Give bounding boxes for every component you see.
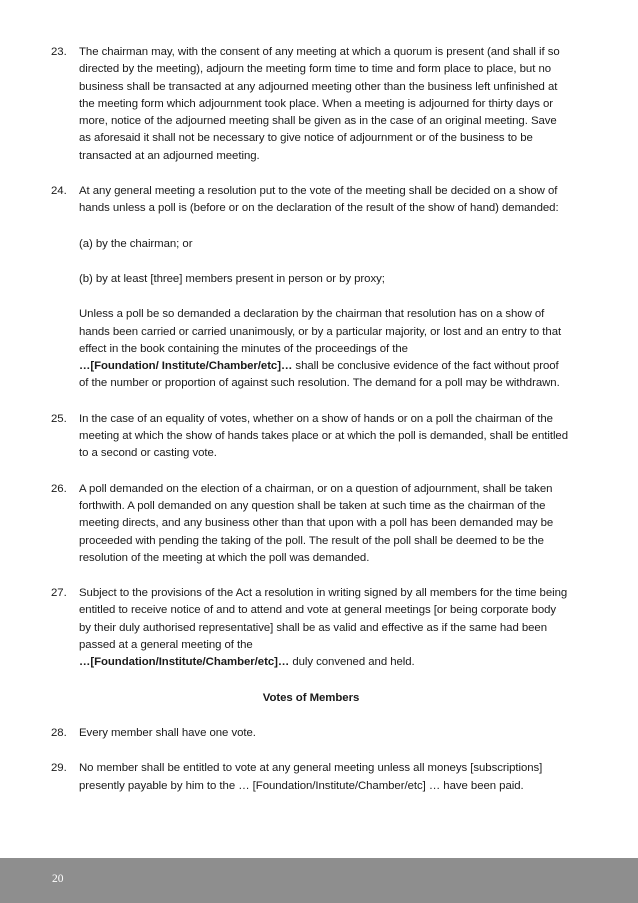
entity-placeholder: …[Foundation/Institute/Chamber/etc]… bbox=[79, 656, 290, 669]
clause-25 bbox=[51, 411, 571, 463]
clause-text: No member shall be entitled to vote at any general meeting unless all moneys [subscriptions] presently payable by him to the … [Foundation/Institute/Chamber/etc] … have been paid. bbox=[79, 762, 543, 792]
clause-26 bbox=[51, 481, 571, 567]
clause-number: 27. bbox=[51, 587, 67, 600]
clause-number: 24. bbox=[51, 185, 67, 198]
clause-number: 26. bbox=[51, 482, 67, 495]
clause-24 bbox=[51, 183, 571, 393]
clause-number: 29. bbox=[51, 762, 67, 775]
clause-text: Every member shall have one vote. bbox=[79, 726, 256, 739]
paragraph-text: Subject to the provisions of the Act a resolution in writing signed by all members for the time being entitled to receive notice of and to attend and vote at general meetings [or being corporate body by their duly authorised representative] shall be as valid and effective as if the same had been passed at a general meeting of the bbox=[79, 587, 568, 652]
entity-placeholder: …[Foundation/ Institute/Chamber/etc]… bbox=[79, 360, 293, 373]
clause-29 bbox=[51, 760, 571, 795]
paragraph-text: shall be conclusive evidence of the fact without proof of the number or proportion of against such resolution. The demand for a poll may be withdrawn. bbox=[79, 360, 560, 390]
clause-number: 23. bbox=[51, 46, 67, 58]
page-footer bbox=[0, 858, 638, 903]
clause-paragraph bbox=[79, 306, 571, 392]
clause-text bbox=[79, 585, 571, 671]
clause-text: The chairman may, with the consent of any meeting at which a quorum is present (and shall if so directed by the meeting), adjourn the meeting form time to time and form place to place, but no business shall be transacted at any adjourned meeting other than the business left unfinished at the meeting form which adjournment took place. When a meeting is adjourned for thirty days or more, notice of the adjourned meeting shall be given as in the case of an original meeting. Save as aforesaid it shall not be necessary to give notice of adjournment or of the business to be transacted at an adjourned meeting. bbox=[79, 46, 560, 162]
clause-27 bbox=[51, 585, 571, 671]
paragraph-text: duly convened and held. bbox=[289, 656, 415, 669]
clause-number: 25. bbox=[51, 412, 67, 425]
section-heading: Votes of Members bbox=[262, 691, 360, 704]
sub-item-b: (b) by at least [three] members present in person or by proxy; bbox=[79, 272, 385, 285]
page-number: 20 bbox=[52, 873, 64, 885]
document-body bbox=[51, 44, 571, 795]
paragraph-text: Unless a poll be so demanded a declaration by the chairman that resolution has on a show of hands been carried or carried unanimously, or by a particular majority, or lost and an entry to that effect in the book containing the minutes of the proceedings of the bbox=[79, 308, 562, 355]
clause-text: At any general meeting a resolution put to the vote of the meeting shall be decided on a show of hands unless a poll is (before or on the declaration of the result of the show of hand) demanded: bbox=[79, 185, 559, 215]
clause-text: A poll demanded on the election of a chairman, or on a question of adjournment, shall be taken forthwith. A poll demanded on any question shall be taken at such time as the chairman of the meeting directs, and any business other than that upon with a poll has been demanded may be proceeded with pending the taking of the poll. The result of the poll shall be deemed to be the resolution of the meeting at which the poll was demanded. bbox=[79, 482, 554, 564]
clause-23 bbox=[51, 44, 571, 165]
clause-text: In the case of an equality of votes, whether on a show of hands or on a poll the chairman of the meeting at which the show of hands takes place or at which the poll is demanded, shall be entitled to a second or casting vote. bbox=[79, 412, 568, 460]
clause-number: 28. bbox=[51, 726, 67, 739]
sub-item-a: (a) by the chairman; or bbox=[79, 237, 193, 250]
clause-28 bbox=[51, 725, 571, 742]
